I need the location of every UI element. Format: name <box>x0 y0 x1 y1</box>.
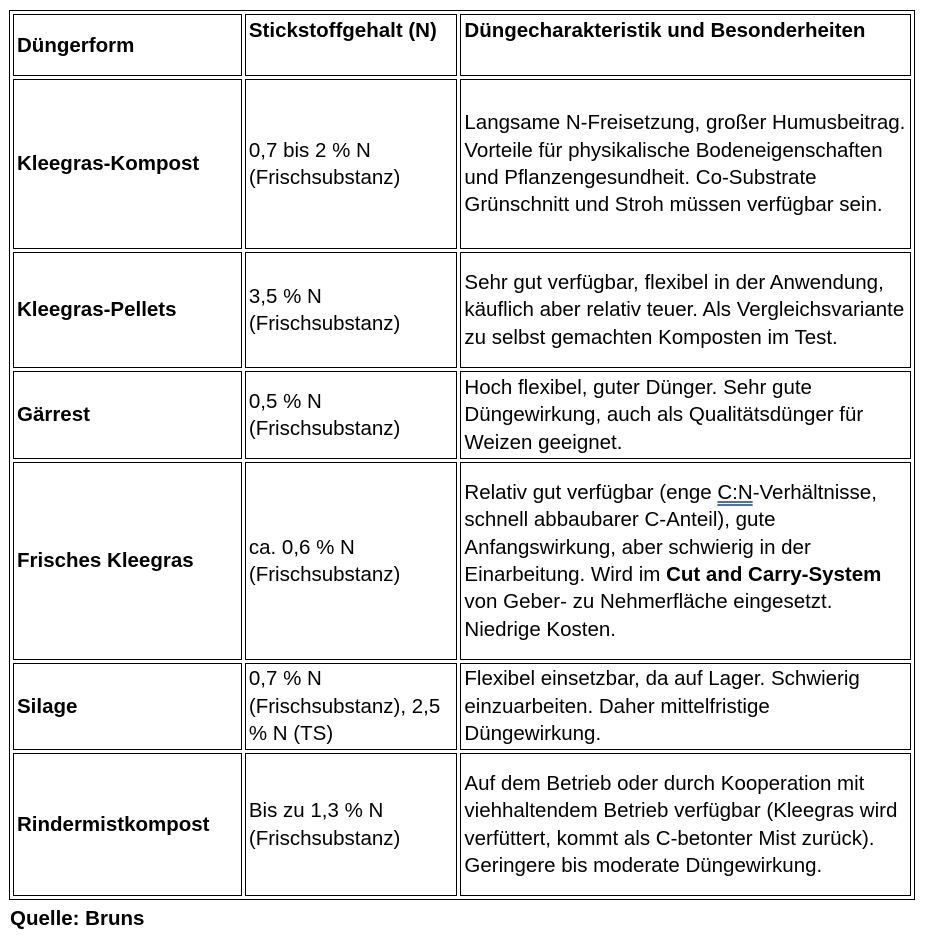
source-note: Quelle: Bruns <box>10 907 145 930</box>
row-fertilizer-form: Rindermistkompost <box>13 753 242 896</box>
description-text: von Geber- zu Nehmerfläche eingesetzt. Niedrige Kosten. <box>464 590 833 641</box>
row-fertilizer-form: Kleegras-Pellets <box>13 252 242 368</box>
row-description: Auf dem Betrieb oder durch Kooperation mit viehhaltendem Betrieb verfügbar (Kleegras wird verfüttert, kommt als C-betonter Mist zurück). Geringere bis moderate Düngewirkung. <box>460 753 911 896</box>
row-fertilizer-form: Gärrest <box>13 371 242 459</box>
header-characteristics: Düngecharakteristik und Besonderheiten <box>460 14 911 76</box>
table-row <box>13 371 911 459</box>
description-text: -Verhältnisse, schnell abbaubarer C-Anteil), gute Anfangswirkung, aber schwierig in der Einarbeitung. Wird im <box>464 480 877 586</box>
row-nitrogen-content: Bis zu 1,3 % N (Frischsubstanz) <box>245 753 458 896</box>
row-nitrogen-content: 0,7 bis 2 % N (Frischsubstanz) <box>245 79 458 249</box>
table-row <box>13 79 911 249</box>
row-fertilizer-form: Kleegras-Kompost <box>13 79 242 249</box>
row-nitrogen-content: 0,5 % N (Frischsubstanz) <box>245 371 458 459</box>
row-description: Flexibel einsetzbar, da auf Lager. Schwierig einzuarbeiten. Daher mittelfristige Düngewirkung. <box>460 663 911 750</box>
header-fertilizer-form: Düngerform <box>13 14 242 76</box>
fertilizer-table <box>9 10 915 900</box>
description-text: Relativ gut verfügbar (enge <box>464 480 718 504</box>
row-nitrogen-content: ca. 0,6 % N (Frischsubstanz) <box>245 462 458 660</box>
cn-ratio-term: C:N <box>717 480 753 504</box>
header-nitrogen-content: Stickstoffgehalt (N) <box>245 14 458 76</box>
table-row <box>13 663 911 750</box>
row-nitrogen-content: 3,5 % N (Frischsubstanz) <box>245 252 458 368</box>
row-description: Hoch flexibel, guter Dünger. Sehr gute Düngewirkung, auch als Qualitätsdünger für Weizen geeignet. <box>460 371 911 459</box>
table-header-row <box>13 14 911 76</box>
row-description: Sehr gut verfügbar, flexibel in der Anwendung, käuflich aber relativ teuer. Als Vergleichsvariante zu selbst gemachten Komposten im Test. <box>460 252 911 368</box>
table-row <box>13 462 911 660</box>
row-nitrogen-content: 0,7 % N (Frischsubstanz), 2,5 % N (TS) <box>245 663 458 750</box>
row-fertilizer-form: Silage <box>13 663 242 750</box>
table-row <box>13 252 911 368</box>
table-row <box>13 753 911 896</box>
row-description <box>460 462 911 660</box>
row-description: Langsame N-Freisetzung, großer Humusbeitrag. Vorteile für physikalische Bodeneigenschaften und Pflanzengesundheit. Co-Substrate Grünschnitt und Stroh müssen verfügbar sein. <box>460 79 911 249</box>
cut-and-carry-term: Cut and Carry-System <box>666 563 882 586</box>
row-fertilizer-form: Frisches Kleegras <box>13 462 242 660</box>
